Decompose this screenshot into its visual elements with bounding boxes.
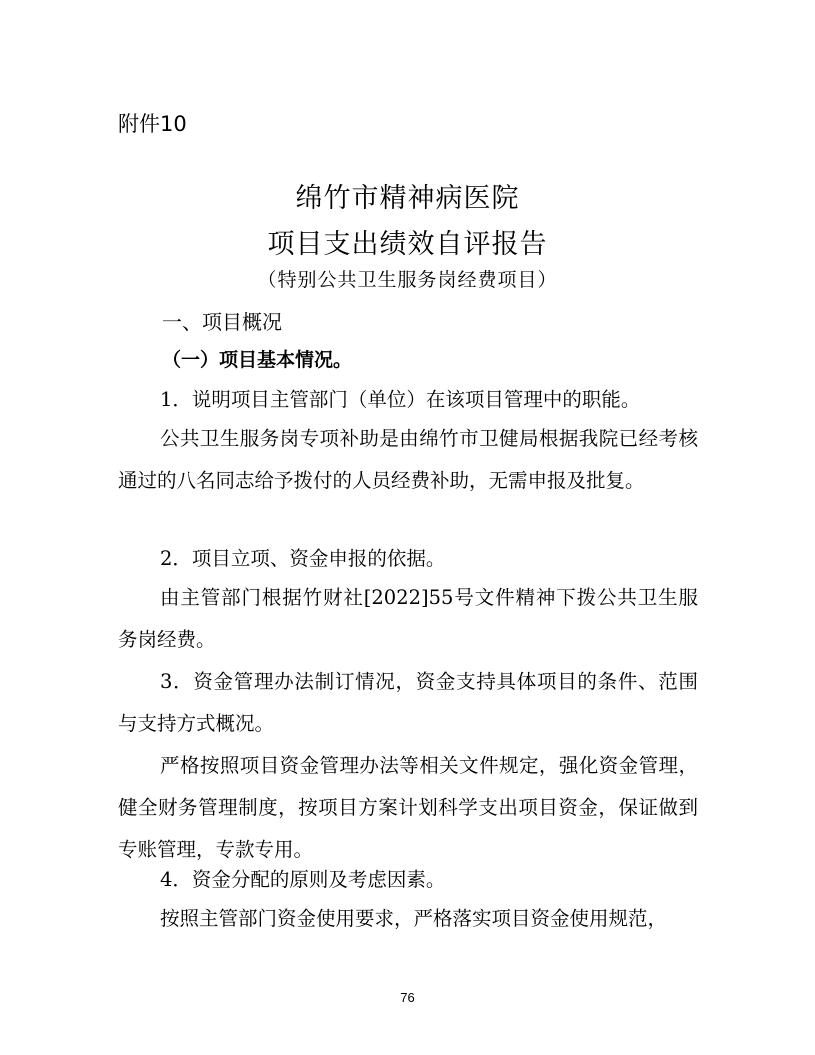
item-1-paragraph: 公共卫生服务岗专项补助是由绵竹市卫健局根据我院已经考核通过的八名同志给予拨付的人员经费补助，无需申报及批复。 — [118, 427, 698, 492]
item-4-paragraph: 按照主管部门资金使用要求，严格落实项目资金使用规范， — [160, 907, 668, 930]
item-2-paragraph: 由主管部门根据竹财社[2022]55号文件精神下拨公共卫生服务岗经费。 — [118, 586, 698, 651]
report-subtitle: （特别公共卫生服务岗经费项目） — [257, 269, 558, 291]
item-1-heading: 1．说明项目主管部门（单位）在该项目管理中的职能。 — [160, 388, 641, 411]
item-3-heading: 3．资金管理办法制订情况，资金支持具体项目的条件、范围与支持方式概况。 — [118, 670, 698, 735]
report-title-line2: 项目支出绩效自评报告 — [267, 229, 548, 260]
report-title-line1: 绵竹市精神病医院 — [295, 183, 520, 214]
subsection-heading: （一）项目基本情况。 — [162, 349, 353, 371]
item-2-heading: 2．项目立项、资金申报的依据。 — [160, 547, 446, 570]
item-3-paragraph: 严格按照项目资金管理办法等相关文件规定，强化资金管理，健全财务管理制度，按项目方案计划科学支出项目资金，保证做到专账管理，专款专用。 — [118, 754, 698, 861]
page-number: 76 — [400, 990, 415, 1005]
attachment-label: 附件10 — [118, 112, 187, 136]
item-4-heading: 4．资金分配的原则及考虑因素。 — [160, 868, 446, 891]
section-heading: 一、项目概况 — [162, 310, 282, 334]
